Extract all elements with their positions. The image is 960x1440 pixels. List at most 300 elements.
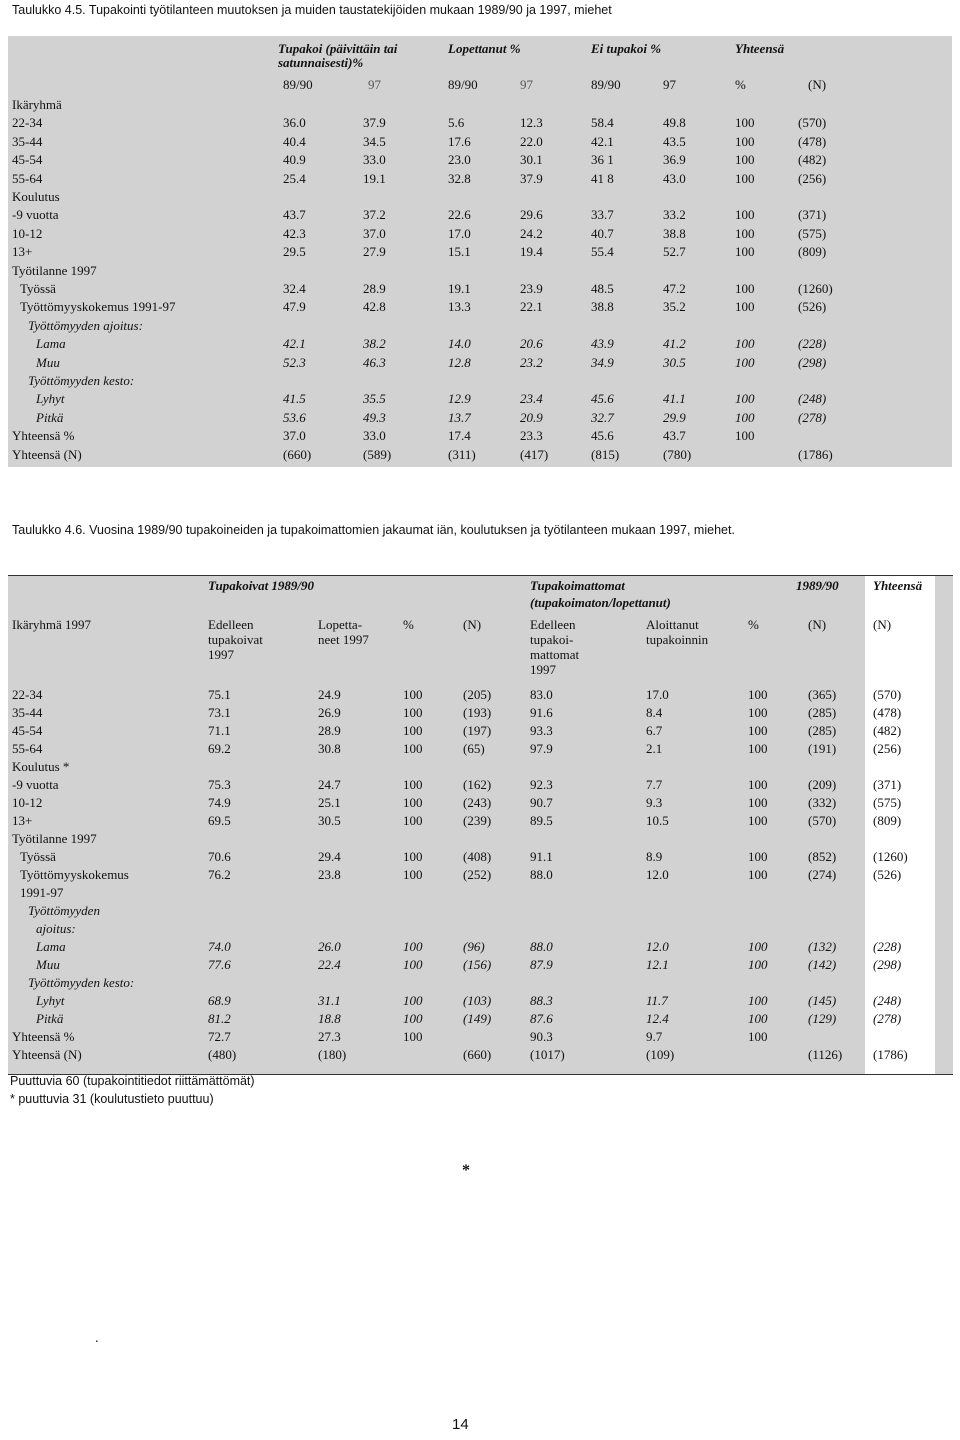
cell-value: (132) — [808, 939, 837, 954]
cell-value: 100 — [735, 170, 755, 186]
cell-value: 100 — [735, 281, 755, 296]
cell-value: (852) — [808, 849, 837, 864]
row-label: 13+ — [12, 813, 33, 828]
table-row — [8, 722, 953, 740]
table-row — [8, 262, 952, 280]
table-row — [8, 372, 952, 390]
table-row — [8, 427, 952, 445]
cell-value: 37.0 — [283, 428, 306, 444]
row-label: 35-44 — [12, 705, 43, 720]
cell-value: 100 — [403, 939, 423, 954]
cell-value: (478) — [798, 133, 827, 149]
cell-value: 26.0 — [318, 939, 341, 954]
table-row — [8, 686, 953, 704]
t2-col-header: 1997 — [530, 662, 556, 677]
cell-value: 24.7 — [318, 777, 341, 792]
cell-value: 41.1 — [663, 391, 686, 407]
cell-value: 87.6 — [530, 1011, 553, 1026]
t1-header-quit: Lopettanut % — [448, 41, 521, 56]
cell-value: 30.8 — [318, 741, 341, 756]
cell-value: (129) — [808, 1011, 837, 1026]
t2-col-header: (N) — [463, 617, 482, 632]
cell-value: (365) — [808, 687, 837, 702]
cell-value: 13.7 — [448, 409, 471, 425]
cell-value: 34.5 — [363, 133, 386, 149]
cell-value: 12.0 — [646, 939, 669, 954]
cell-value: (1260) — [798, 281, 833, 296]
table-row — [8, 390, 952, 408]
page-number: 14 — [452, 1416, 469, 1433]
row-label: Työtilanne 1997 — [12, 262, 97, 278]
cell-value: 33.7 — [591, 207, 614, 223]
cell-value: 14.0 — [448, 336, 471, 352]
table-row — [8, 409, 952, 427]
cell-value: 19.1 — [363, 170, 386, 186]
t2-col-header: Lopetta- — [318, 617, 363, 632]
cell-value: 58.4 — [591, 115, 614, 131]
cell-value: 70.6 — [208, 849, 231, 864]
cell-value: 76.2 — [208, 867, 231, 882]
cell-value: 36 1 — [591, 152, 614, 168]
table-row — [8, 243, 952, 261]
cell-value: (589) — [363, 446, 392, 462]
cell-value: (575) — [798, 225, 827, 241]
cell-value: (526) — [798, 299, 827, 315]
cell-value: 15.1 — [448, 244, 471, 260]
cell-value: 32.4 — [283, 281, 306, 296]
cell-value: (197) — [463, 723, 492, 738]
cell-value: 47.2 — [663, 281, 686, 296]
cell-value: (285) — [808, 723, 837, 738]
cell-value: 52.7 — [663, 244, 686, 260]
cell-value: 22.6 — [448, 207, 471, 223]
cell-value: (248) — [873, 993, 902, 1008]
cell-value: (780) — [663, 446, 692, 462]
row-label: 45-54 — [12, 723, 43, 738]
cell-value: 68.9 — [208, 993, 231, 1008]
cell-value: 43.7 — [663, 428, 686, 444]
cell-value: 100 — [748, 813, 768, 828]
t2-col-header: Aloittanut — [646, 617, 699, 632]
cell-value: 100 — [748, 795, 768, 810]
table-row — [8, 992, 953, 1010]
t2-header-total: Yhteensä — [873, 578, 923, 593]
cell-value: (575) — [873, 795, 902, 810]
t2-col-header: (N) — [808, 617, 827, 632]
cell-value: 100 — [735, 244, 755, 260]
cell-value: 12.9 — [448, 391, 471, 407]
cell-value: 90.7 — [530, 795, 553, 810]
t1-sub-smk-8990: 89/90 — [283, 77, 313, 92]
row-label: ajoitus: — [36, 921, 76, 936]
t2-header-nonsmokers-sub: (tupakoimaton/lopettanut) — [530, 595, 671, 610]
table-row — [8, 758, 953, 776]
row-label: 35-44 — [12, 133, 43, 149]
row-label: Koulutus — [12, 189, 60, 204]
cell-value: (1017) — [530, 1047, 565, 1062]
cell-value: 100 — [735, 152, 755, 168]
cell-value: 29.5 — [283, 244, 306, 260]
cell-value: 90.3 — [530, 1029, 553, 1044]
cell-value: 29.9 — [663, 409, 686, 425]
table-row — [8, 96, 952, 114]
table1 — [8, 36, 952, 467]
cell-value: 43.0 — [663, 170, 686, 186]
table-row — [8, 133, 952, 151]
cell-value: 100 — [735, 354, 755, 370]
row-label: Työttömyyden — [28, 903, 100, 918]
row-label: Ikäryhmä — [12, 97, 62, 112]
cell-value: (248) — [798, 391, 827, 407]
row-label: Lama — [36, 939, 66, 954]
cell-value: 17.4 — [448, 428, 471, 444]
table-row — [8, 170, 952, 188]
cell-value: 22.0 — [520, 133, 543, 149]
cell-value: 71.1 — [208, 723, 231, 738]
table-row — [8, 866, 953, 884]
cell-value: 23.0 — [448, 152, 471, 168]
cell-value: 34.9 — [591, 354, 614, 370]
cell-value: 75.3 — [208, 777, 231, 792]
cell-value: 100 — [403, 741, 423, 756]
cell-value: (408) — [463, 849, 492, 864]
row-label: -9 vuotta — [12, 207, 59, 223]
cell-value: (660) — [283, 446, 312, 462]
cell-value: 97.9 — [530, 741, 553, 756]
cell-value: 49.3 — [363, 409, 386, 425]
t2-header-nonsmokers: Tupakoimattomat — [530, 578, 625, 593]
cell-value: (256) — [798, 170, 827, 186]
cell-value: 75.1 — [208, 687, 231, 702]
cell-value: (180) — [318, 1047, 347, 1062]
cell-value: 40.7 — [591, 225, 614, 241]
cell-value: 83.0 — [530, 687, 553, 702]
cell-value: 40.9 — [283, 152, 306, 168]
cell-value: 100 — [748, 939, 768, 954]
cell-value: 48.5 — [591, 281, 614, 296]
t1-sub-total-pct: % — [735, 77, 746, 92]
cell-value: 41 8 — [591, 170, 614, 186]
cell-value: 69.2 — [208, 741, 231, 756]
cell-value: 23.3 — [520, 428, 543, 444]
cell-value: 36.9 — [663, 152, 686, 168]
row-label: 1991-97 — [20, 885, 64, 900]
cell-value: 19.1 — [448, 281, 471, 296]
t2-header-smokers: Tupakoivat 1989/90 — [208, 578, 315, 593]
cell-value: 5.6 — [448, 115, 465, 131]
row-label: Työttömyyskokemus — [20, 867, 129, 882]
cell-value: 28.9 — [318, 723, 341, 738]
row-label: Työttömyyden kesto: — [28, 975, 135, 990]
table-row — [8, 225, 952, 243]
table2-note-2: * puuttuvia 31 (koulutustieto puuttuu) — [10, 1092, 214, 1106]
cell-value: 18.8 — [318, 1011, 341, 1026]
table2-caption: Taulukko 4.6. Vuosina 1989/90 tupakoineiden ja tupakoimattomien jakaumat iän, koulutuksen ja työtilanteen mukaan 1997, miehet. — [12, 523, 735, 537]
cell-value: 42.8 — [363, 299, 386, 315]
cell-value: 26.9 — [318, 705, 341, 720]
t2-col-header: % — [748, 617, 759, 632]
cell-value: 25.4 — [283, 170, 306, 186]
cell-value: 100 — [735, 336, 755, 352]
t2-col-header: (N) — [873, 617, 892, 632]
cell-value: 88.3 — [530, 993, 553, 1008]
row-label: 55-64 — [12, 741, 43, 756]
cell-value: (480) — [208, 1047, 237, 1062]
row-label: Työssä — [20, 849, 56, 864]
cell-value: 29.6 — [520, 207, 543, 223]
cell-value: 100 — [403, 1029, 423, 1044]
cell-value: 73.1 — [208, 705, 231, 720]
table-row — [8, 938, 953, 956]
cell-value: 23.8 — [318, 867, 341, 882]
cell-value: 28.9 — [363, 281, 386, 296]
cell-value: 100 — [403, 849, 423, 864]
cell-value: 100 — [403, 867, 423, 882]
cell-value: 100 — [403, 957, 423, 972]
cell-value: 89.5 — [530, 813, 553, 828]
t1-sub-quit-97: 97 — [520, 77, 533, 92]
cell-value: (570) — [808, 813, 837, 828]
cell-value: 100 — [735, 299, 755, 315]
cell-value: 100 — [748, 687, 768, 702]
cell-value: 17.0 — [646, 687, 669, 702]
cell-value: 42.1 — [283, 336, 306, 352]
cell-value: 38.8 — [663, 225, 686, 241]
row-label: 10-12 — [12, 225, 43, 241]
cell-value: (298) — [873, 957, 902, 972]
table1-caption: Taulukko 4.5. Tupakointi työtilanteen muutoksen ja muiden taustatekijöiden mukaan 1989/90 ja 1997, miehet — [12, 3, 612, 17]
cell-value: 25.1 — [318, 795, 341, 810]
t1-sub-smk-97: 97 — [368, 77, 381, 92]
cell-value: 69.5 — [208, 813, 231, 828]
cell-value: 81.2 — [208, 1011, 231, 1026]
cell-value: 91.6 — [530, 705, 553, 720]
cell-value: (1260) — [873, 849, 908, 864]
cell-value: 46.3 — [363, 354, 386, 370]
cell-value: (191) — [808, 741, 837, 756]
cell-value: (274) — [808, 867, 837, 882]
cell-value: 23.2 — [520, 354, 543, 370]
table-row — [8, 151, 952, 169]
cell-value: 37.9 — [520, 170, 543, 186]
cell-value: 100 — [735, 409, 755, 425]
row-label: Yhteensä % — [12, 1029, 75, 1044]
cell-value: 17.6 — [448, 133, 471, 149]
cell-value: (252) — [463, 867, 492, 882]
table-row — [8, 956, 953, 974]
cell-value: 100 — [403, 813, 423, 828]
cell-value: 2.1 — [646, 741, 663, 756]
cell-value: 42.3 — [283, 225, 306, 241]
table-row — [8, 704, 953, 722]
cell-value: (482) — [798, 152, 827, 168]
t2-header-year: 1989/90 — [796, 578, 839, 593]
t2-col-header: Edelleen — [208, 617, 254, 632]
cell-value: 100 — [748, 957, 768, 972]
cell-value: 38.8 — [591, 299, 614, 315]
row-label: 10-12 — [12, 795, 43, 810]
cell-value: 17.0 — [448, 225, 471, 241]
cell-value: 100 — [403, 687, 423, 702]
cell-value: 100 — [735, 207, 755, 223]
t1-sub-total-n: (N) — [808, 77, 827, 92]
cell-value: 27.9 — [363, 244, 386, 260]
cell-value: 100 — [735, 115, 755, 131]
cell-value: 32.8 — [448, 170, 471, 186]
t2-col-header: % — [403, 617, 414, 632]
row-label: Koulutus * — [12, 759, 70, 774]
cell-value: 30.5 — [663, 354, 686, 370]
row-label: Työtilanne 1997 — [12, 831, 97, 846]
cell-value: (371) — [798, 207, 827, 223]
row-label: Yhteensä (N) — [12, 1047, 82, 1062]
cell-value: (278) — [798, 409, 827, 425]
cell-value: (142) — [808, 957, 837, 972]
cell-value: 100 — [403, 777, 423, 792]
cell-value: 55.4 — [591, 244, 614, 260]
cell-value: 10.5 — [646, 813, 669, 828]
row-label: Työttömyyden ajoitus: — [28, 317, 143, 333]
cell-value: (228) — [873, 939, 902, 954]
cell-value: 30.1 — [520, 152, 543, 168]
cell-value: 33.0 — [363, 152, 386, 168]
cell-value: 72.7 — [208, 1029, 231, 1044]
table-row — [8, 848, 953, 866]
cell-value: (156) — [463, 957, 492, 972]
t1-sub-quit-8990: 89/90 — [448, 77, 478, 92]
cell-value: 35.2 — [663, 299, 686, 315]
t1-header-smokers: Tupakoi (päivittäin tai satunnaisesti)% — [278, 41, 398, 70]
table-row — [8, 335, 952, 353]
cell-value: 42.1 — [591, 133, 614, 149]
table-row — [8, 920, 953, 938]
cell-value: 93.3 — [530, 723, 553, 738]
cell-value: 45.6 — [591, 391, 614, 407]
cell-value: (1126) — [808, 1047, 843, 1062]
cell-value: 100 — [748, 1011, 768, 1026]
row-label: Pitkä — [36, 1011, 64, 1026]
cell-value: 33.2 — [663, 207, 686, 223]
cell-value: 20.6 — [520, 336, 543, 352]
cell-value: 77.6 — [208, 957, 231, 972]
cell-value: 100 — [735, 428, 755, 444]
cell-value: 6.7 — [646, 723, 663, 738]
cell-value: (109) — [646, 1047, 675, 1062]
cell-value: 9.7 — [646, 1029, 663, 1044]
cell-value: 100 — [403, 723, 423, 738]
cell-value: (103) — [463, 993, 492, 1008]
t2-col-header: tupakoivat — [208, 632, 263, 647]
cell-value: (205) — [463, 687, 492, 702]
cell-value: (243) — [463, 795, 492, 810]
row-label: Muu — [36, 957, 60, 972]
table-row — [8, 114, 952, 132]
row-label: Muu — [36, 354, 60, 370]
t1-header-nonsmokers: Ei tupakoi % — [591, 41, 662, 56]
cell-value: (298) — [798, 354, 827, 370]
cell-value: 23.4 — [520, 391, 543, 407]
t1-sub-non-97: 97 — [663, 77, 676, 92]
table-row — [8, 974, 953, 992]
cell-value: (193) — [463, 705, 492, 720]
table-row — [8, 902, 953, 920]
cell-value: 47.9 — [283, 299, 306, 315]
cell-value: 23.9 — [520, 281, 543, 296]
cell-value: (162) — [463, 777, 492, 792]
cell-value: 100 — [748, 705, 768, 720]
cell-value: (660) — [463, 1047, 492, 1062]
cell-value: 30.5 — [318, 813, 341, 828]
cell-value: 36.0 — [283, 115, 306, 131]
cell-value: (65) — [463, 741, 485, 756]
cell-value: 92.3 — [530, 777, 553, 792]
cell-value: 31.1 — [318, 993, 341, 1008]
t2-col-header: neet 1997 — [318, 632, 369, 647]
cell-value: 100 — [403, 705, 423, 720]
cell-value: 49.8 — [663, 115, 686, 131]
cell-value: 40.4 — [283, 133, 306, 149]
row-label: Yhteensä % — [12, 428, 75, 444]
cell-value: (228) — [798, 336, 827, 352]
table-row — [8, 1028, 953, 1046]
cell-value: (482) — [873, 723, 902, 738]
cell-value: 35.5 — [363, 391, 386, 407]
cell-value: 100 — [735, 225, 755, 241]
table2 — [8, 575, 953, 1075]
cell-value: 43.5 — [663, 133, 686, 149]
cell-value: 100 — [748, 849, 768, 864]
cell-value: 100 — [403, 993, 423, 1008]
cell-value: 24.9 — [318, 687, 341, 702]
cell-value: 87.9 — [530, 957, 553, 972]
table-row — [8, 830, 953, 848]
cell-value: (478) — [873, 705, 902, 720]
row-label: 22-34 — [12, 115, 43, 131]
cell-value: (809) — [798, 244, 827, 260]
cell-value: 8.4 — [646, 705, 663, 720]
cell-value: 37.2 — [363, 207, 386, 223]
cell-value: (256) — [873, 741, 902, 756]
cell-value: 11.7 — [646, 993, 668, 1008]
row-label: 45-54 — [12, 152, 43, 168]
cell-value: 12.0 — [646, 867, 669, 882]
cell-value: (278) — [873, 1011, 902, 1026]
table-row — [8, 206, 952, 224]
row-label: 55-64 — [12, 170, 43, 186]
cell-value: 20.9 — [520, 409, 543, 425]
row-label: Lyhyt — [36, 391, 65, 407]
cell-value: 88.0 — [530, 867, 553, 882]
cell-value: 52.3 — [283, 354, 306, 370]
cell-value: 100 — [403, 795, 423, 810]
cell-value: 41.5 — [283, 391, 306, 407]
table-row — [8, 188, 952, 206]
cell-value: 100 — [748, 993, 768, 1008]
cell-value: 7.7 — [646, 777, 663, 792]
t2-col-header: Edelleen — [530, 617, 576, 632]
cell-value: 13.3 — [448, 299, 471, 315]
cell-value: (815) — [591, 446, 620, 462]
cell-value: 22.4 — [318, 957, 341, 972]
row-label: Pitkä — [36, 409, 64, 425]
cell-value: 8.9 — [646, 849, 663, 864]
cell-value: 22.1 — [520, 299, 543, 315]
table-row — [8, 776, 953, 794]
cell-value: 9.3 — [646, 795, 663, 810]
row-label: -9 vuotta — [12, 777, 59, 792]
cell-value: 24.2 — [520, 225, 543, 241]
cell-value: (285) — [808, 705, 837, 720]
